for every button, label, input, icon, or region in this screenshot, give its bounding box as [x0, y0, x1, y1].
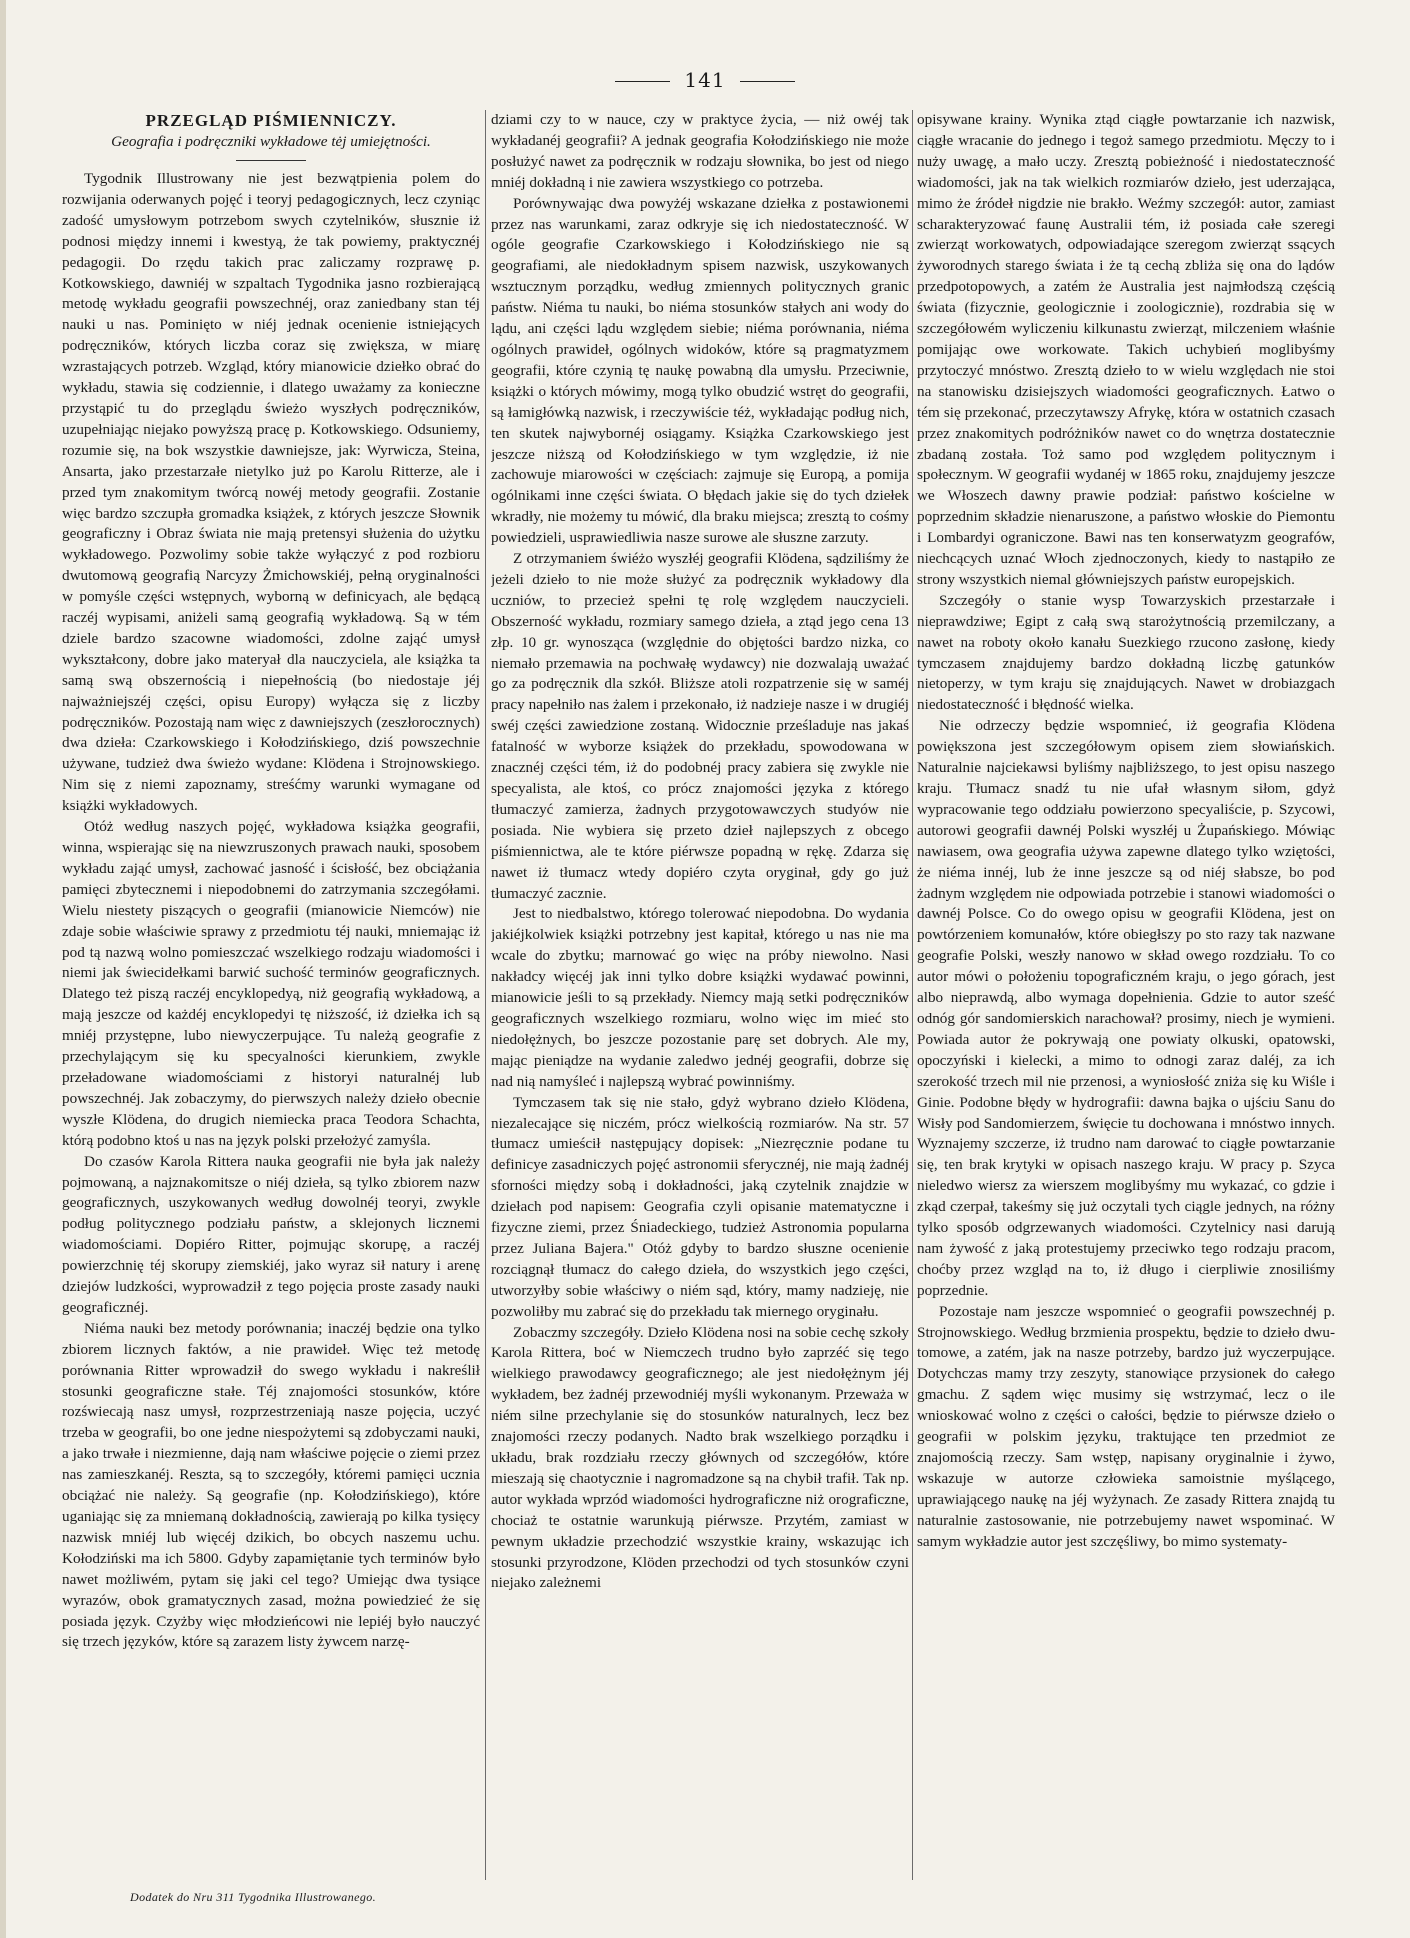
paragraph: Niéma nauki bez metody porównania; inaczéj będzie ona tylko zbiorem licznych faktów, a nie prawideł. Więc też metodę porównania Ritter wprowadził do swego wykładu i nakreślił stosunki geograficzne stałe. Téj znajomości stosunków, które rozświecają nasz umysł, rozprzestrzeniają nasze pojęcia, uczyć trzeba w geografii, bo one jedne niespożytemi są zdobyczami nauki, a jako trwałe i niezmienne, dają nam właściwe pojęcie o ziemi przez nas zamieszkanéj. Reszta, są to szczegóły, któremi pamięci ucznia obciążać nie należy. Są geografie (np. Kołodzińskiego), które uganiając się za mniemaną dokładnością, zawierają po kilka tysięcy nazwisk mniéj lub więcéj dzikich, bo obcych naszemu uchu. Kołodziński ma ich 5800. Gdyby zapamiętanie tych terminów było nawet możliwém, pytam się jaki cel tego? Umiejąc dwa tysiące wyrazów, obok gramatycznych zasad, można powiedzieć że się posiada język. Czyżby więc młodzieńcowi nie lepiéj było nauczyć się trzech języków, które są zarazem listy żywcem narzę- [62, 1319, 480, 1651]
column-separator [485, 110, 486, 1880]
page-number [0, 68, 1410, 92]
page-number-rule-right [740, 81, 795, 82]
column-right [917, 110, 1335, 1850]
column-left [62, 110, 480, 1850]
paragraph: opisywane krainy. Wynika ztąd ciągłe powtarzanie ich nazwisk, ciągłe wracanie do jednego i tegoż samego przedmiotu. Męczy to i nuży uwagę, a mało uczy. Zresztą pobieżność i niedostateczność wiadomości, jak na tak wielkich rozmiarów dzieło, jest uderzająca, mimo że źródeł nigdzie nie brakło. Weźmy szczegół: autor, zamiast scharakteryzować faunę Australii tém, iż posiada całe szeregi zwierząt workowatych, odpowiadające szeregom zwierząt ssących żyworodnych starego świata i że tą cechą zbliża się ona do lądów przedpotopowych, a zatém że Australia jest najmłodszą częścią świata (fizycznie, geologicznie i zoologicznie), rozdrabia się w szczegółowém wyliczeniu kilkunastu zwierząt, milczeniem właśnie pomijając owe workowate. Takich uchybień moglibyśmy przytoczyć mnóstwo. Zresztą dzieło to w wielu względach nie stoi na stanowisku dzisiejszych wiadomości geograficznych. Łatwo o tém się przekonać, przeczytawszy Afrykę, która w ostatnich czasach przez znakomitych podróżników nawet co do wnętrza dostatecznie zbadaną została. Toż samo pod względem politycznym i społecznym. W geografii wydanéj w 1865 roku, znajdujemy jeszcze we Włoszech dawny prawie podział: państwo kościelne w poprzednim składzie nienaruszone, a państwo włoskie do Piemontu i Lombardyi ograniczone. Bawi nas ten konserwatyzm geografów, niechcących uznać Włoch zjednoczonych, kiedy to nastąpiło ze strony wszystkich niemal główniejszych państw europejskich. [917, 111, 1335, 588]
paragraph: Do czasów Karola Rittera nauka geografii nie była jak należy pojmowaną, a najznakomitsze o niéj dzieła, są tylko zbiorem nazw geograficznych, uszykowanych według dowolnéj teoryi, zwykle podług politycznego podziału państw, a sklejonych licznemi wiadomościami. Dopiéro Ritter, pojmując skorupę, a raczéj powierzchnię téj skorupy ziemskiéj, jako wyraz sił natury i arenę dziejów ludzkości, wyprowadził z tego pojęcia proste zasady nauki geograficznéj. [62, 1152, 480, 1316]
paragraph: Zobaczmy szczegóły. Dzieło Klödena nosi na sobie cechę szkoły Karola Rittera, boć w Niemczech trudno było zaprzéć się tego wielkiego prawodawcy geograficznego; ale jest niedołężnym jéj wykładem, bez żadnéj przewodniéj myśli wykonanym. Przeważa w niém silne przechylanie się do stosunków naturalnych, lecz bez znajomości rzeczy podanych. Nadto brak wszelkiego porządku i układu, brak rozdziału rzeczy głównych od szczegółów, które mieszają się chaotycznie i nagromadzone są na chybił trafił. Tak np. autor wykłada wprzód wiadomości hydrograficzne niż orograficzne, chociaż te ostatnie warunkują piérwsze. Przytém, zamiast w pewnym układzie przechodzić wszystkie krainy, wskazując ich stosunki przyrodzone, Klöden przechodzi od tych stosunków czyni niejako zależnemi [491, 1323, 909, 1592]
column-separator [912, 110, 913, 1880]
paragraph: Tygodnik Illustrowany nie jest bezwątpienia polem do rozwijania oderwanych pojęć i teoryj pedagogicznych, lecz czyniąc zadość umysłowym potrzebom swych czytelników, słusznie iż podnosi między innemi i kwestyą, że tak powiemy, praktycznéj pedagogii. Do rzędu takich prac zaliczamy rozprawę p. Kotkowskiego, dawniéj w szpaltach Tygodnika jasno rozbierającą metodę wykładu geografii powszechnéj, oraz zaniedbany stan téj nauki u nas. Pominięto w niéj jednak ocenienie istniejących podręczników, których liczba coraz się zwiększa, w miarę wzrastających potrzeb. Wzgląd, który mianowicie dziełko obrać do wykładu, stawia się codziennie, i dlatego uważamy za konieczne przystąpić tu do przeglądu świeżo wyszłych podręczników, uzupełniając niejako powyższą pracę p. Kotkowskiego. Odsuniemy, rozumie się, na bok wszystkie dawniejsze, jak: Wyrwicza, Steina, Ansarta, jako przestarzałe nietylko już po Karolu Ritterze, ale i przed tym znakomitym twórcą nowéj metody geografii. Zostanie więc bardzo szczupła gromadka książek, z których jeszcze Słownik geograficzny i Obraz świata nie mają pretensyi służenia do użytku wykładowego. Pozwolimy sobie także wyłączyć z pod rozbioru dwutomową geografią Narcyzy Żmichowskiéj, pełną oryginalności w pomyśle części wstępnych, wyborną w definicyach, ale będącą raczéj wypisami, aniżeli samą geografią wykładową. Są w tém dziele bardzo szacowne wiadomości, zdolne zająć umysł wykształcony, dobre jako materyał dla nauczyciela, ale książka ta samą swą obszernością i niepełnością (bo niedostaje jéj najważniejszéj części, opisu Europy) wyłącza się z liczby podręczników. Pozostają nam więc z dawniejszych (zeszłorocznych) dwa dzieła: Czarkowskiego i Kołodzińskiego, dziś powszechnie używane, tudzież dwa świeżo wydane: Klödena i Strojnowskiego. Nim się z niemi zapoznamy, streśćmy warunki wymagane od książki wykładowych. [62, 170, 480, 815]
paragraph: dziami czy to w nauce, czy w praktyce życia, — niż owéj tak wykładanéj geografii? A jednak geografia Kołodzińskiego nie może posłużyć nawet za podręcznik w rodzaju słownika, bo jest od niego mniéj dokładną i nie zawiera wszystkiego co potrzeba. [491, 111, 909, 191]
paragraph: Tymczasem tak się nie stało, gdyż wybrano dzieło Klödena, niezalecające się niczém, prócz wielkością rozmiarów. Na str. 57 tłumacz umieścił następujący dopisek: „Niezręcznie podane tu definicye zasadniczych pojęć astronomii sferycznéj, nie mają żadnéj sforności między sobą i dokładności, jaką czytelnik znajdzie w dziełach pod napisem: Geografia czyli opisanie matematyczne i fizyczne ziemi, przez Śniadeckiego, tudzież Astronomia popularna przez Juliana Bajera." Otóż gdyby to bardzo słuszne ocenienie rozciągnął tłumacz do całego dzieła, do wszystkich jego części, utworzyłby sobie właściwy o niém sąd, który, mamy nadzieję, nie pozwoliłby mu zabrać się do przekładu tak miernego oryginału. [491, 1093, 909, 1320]
section-subtitle: Geografia i podręczniki wykładowe tėj umiejętności. [111, 133, 431, 150]
paragraph: Nie odrzeczy będzie wspomnieć, iż geografia Klödena powiększona jest szczegółowym opisem ziem słowiańskich. Naturalnie najciekawsi byliśmy najbliższego, to jest opisu naszego kraju. Tłumacz snadź tu nie ufał własnym siłom, gdyż wypracowanie tego oddziału powierzono specyaliście, p. Szycowi, autorowi geografii dawnéj Polski wyszłéj u Żupańskiego. Mówiąc nawiasem, owa geografia używa zapewne dlatego tylko wziętości, że niéma innéj, lub że inne jeszcze są od niéj słabsze, bo pod żadnym względem nie odpowiada potrzebie i stanowi wiadomości o dawnéj Polsce. Co do owego opisu w geografii Klödena, jest on powtórzeniem komunałów, które obiegłszy po sto razy tak nazwane geografie Polski, weszły nanowo w skład owego rozdziału. To co autor mówi o położeniu topograficzném kraju, o jego górach, jest albo nieprawdą, albo wymaga dopełnienia. Gdzie to autor sześć odnóg gór sandomierskich narachował? prosimy, niech je wymieni. Powiada autor że pokrywają one powiaty olkuski, opatowski, opoczyński i kielecki, a mimo to odnogi zaraz daléj, za ich szerokość trzech mil nie przenosi, a wyniosłość zniża się ku Wiśle i Ginie. Podobne błędy w hydrografii: dawna bajka o ujściu Sanu do Wisły pod Sandomierzem, święcie tu dochowana i mnóstwo innych. Wyznajemy szczerze, iż trudno nam darować to ciągłe powtarzanie się, ten brak krytyki w opisach naszego kraju. W pracy p. Szyca nieledwo wiersz za wierszem moglibyśmy mu wykazać, co gdzie i zkąd czerpał, takeśmy się już oczytali tych ciągle jednych, na różny tylko sposób odgrzewanych wiadomości. Czytelnicy nasi darują nam żywość z jaką protestujemy przeciwko tego rodzaju pracom, choćby przez wzgląd na to, iż długo i cierpliwie znosiliśmy poprzednie. [917, 717, 1335, 1299]
page-number-text: 141 [684, 68, 726, 92]
paragraph: Jest to niedbalstwo, którego tolerować niepodobna. Do wydania jakiéjkolwiek książki potrzebny jest kapitał, którego u nas nie ma wcale do zbytku; marnować go więc na próby niewolno. Nasi nakładcy więcéj jak inni tylko dobre książki wydawać powinni, mianowicie jeśli to są przekłady. Niemcy mają setki podręczników geograficznych wszelkiego rozmiaru, wolno więc im mieć sto niedołężnych, bo jeszcze pozostanie parę set dobrych. Ale my, mając pieniądze na wydanie zaledwo jednéj geografii, dobrze się nad nią namyśleć i najlepszą wybrać powinniśmy. [491, 905, 909, 1090]
section-title: PRZEGLĄD PIŚMIENNICZY. [145, 111, 397, 130]
column-middle [491, 110, 909, 1850]
binding-edge [0, 0, 6, 1938]
paragraph: Szczegóły o stanie wysp Towarzyskich przestarzałe i nieprawdziwe; Egipt z całą swą starożytnością przemilczany, a nawet na roboty około kanału Suezkiego rzucono zasłonę, kiedy tymczasem znajdujemy bardzo dokładną liczbę gatunków nietoperzy, w tym kraju się znajdujących. Nawet w drobiazgach niedostateczność i błędność wielka. [917, 591, 1335, 714]
page-number-rule-left [615, 81, 670, 82]
title-divider [236, 160, 306, 161]
footer-note: Dodatek do Nru 311 Tygodnika Illustrowanego. [130, 1890, 377, 1904]
paragraph: Pozostaje nam jeszcze wspomnieć o geografii powszechnéj p. Strojnowskiego. Według brzmienia prospektu, będzie to dzieło dwu-tomowe, a zatém, jak na nasze potrzeby, bardzo już wyczerpujące. Dotychczas mamy trzy zeszyty, stanowiące przysionek do całego gmachu. Z sądem więc musimy się wstrzymać, lecz o ile wnioskować wolno z części o całości, będzie to piérwsze dzieło o geografii w polskim języku, traktujące ten przedmiot ze znajomością rzeczy. Sam wstęp, napisany oryginalnie i żywo, wskazuje w autorze człowieka samoistnie myślącego, uprawiającego naukę na jéj wyżynach. Ze zasady Rittera znajdą tu naturalnie zastosowanie, nie potrzebujemy nawet wspominać. W samym wykładzie autor jest szczęśliwy, bo mimo systematy- [917, 1302, 1335, 1550]
paragraph: Z otrzymaniem świéżo wyszłéj geografii Klödena, sądziliśmy że jeżeli dzieło to nie może służyć za podręcznik wykładowy dla uczniów, to przecież spełni tę rolę względem nauczycieli. Obszerność wykładu, rozmiary samego dzieła, a ztąd jego cena 13 złp. 10 gr. wynosząca (względnie do objętości bardzo nizka, co niemało przemawia na pochwałę wydawcy) nie dozwalają uważać go za podręcznik dla szkół. Bliższe atoli rozpatrzenie się w saméj pracy napełniło nas żalem i przekonało, iż nadzieje nasze i w drugiéj swéj części zawiedzione zostaną. Widocznie prześladuje nas jakaś fatalność w wyborze książek do przekładu, spowodowana w znacznéj części tém, iż do podobnéj pracy zabiera się zwykle nie specyalista, ale ktoś, co prócz znajomości języka z którego tłumaczyć zamierza, żadnych przygotowawczych studyów nie posiada. Nie wybiera się przeto dzieł najlepszych z obcego piśmiennictwa, ale te które piérwsze popadną w rękę. Zdarza się nawet iż tłumacz wtedy dopiéro czyta oryginał, gdy go już tłumaczyć zacznie. [491, 550, 909, 902]
paragraph: Otóż według naszych pojęć, wykładowa książka geografii, winna, wspierając się na niewzruszonych prawach nauki, sposobem wykładu zająć umysł, zachować jasność i ścisłość, bez obciążania pamięci zbytecznemi i niepodobnemi do zatrzymania szczegółami. Wielu niestety piszących o geografii (mianowicie Niemców) nie zdaje sobie właściwie sprawy z przedmiotu téj nauki, mniemając iż pod tą nazwą wolno pomieszczać wszelkiego rodzaju wiadomości i niemi jak świecidełkami barwić suchość terminów geograficznych. Dlatego też piszą raczéj encyklopedyą, niż geografią wykładową, a mają jeszcze od każdéj encyklopedyi tę niższość, iż dziełka ich są mniéj przystępne, lubo niewyczerpujące. Tu należą geografie z przechylającym się ku specyalności kierunkiem, zwykle przeładowane wiadomościami z historyi naturalnéj lub powszechnéj. Jak zobaczymy, do pierwszych należy dzieło obecnie wyszłe Klödena, do drugich niemiecka praca Teodora Schachta, którą podobno ktoś u nas na język polski przełożyć zamyśla. [62, 818, 480, 1149]
paragraph: Porównywając dwa powyżéj wskazane dziełka z postawionemi przez nas warunkami, zaraz odkryje się ich niedostateczność. W ogóle geografie Czarkowskiego i Kołodzińskiego nie są geografiami, ale niedokładnym spisem nazwisk, uszykowanych wsztucznym porządku, według zmiennych politycznych granic państw. Niéma tu nauki, bo niéma stosunków stałych ani wody do lądu, ani części lądu względem siebie; niéma porównania, niéma ogólnych prawideł, ogólnych widoków, które są pragmatyzmem geografii, które czynią tę naukę powabną dla umysłu. Przeciwnie, książki o których mówimy, mogą tylko obudzić wstręt do geografii, są łamigłówką nazwisk, i rzeczywiście téż, wykładając podług nich, ten skutek najwybornéj osiągamy. Książka Czarkowskiego jest jeszcze niższą od Kołodzińskiego w tym względzie, iż nie zachowuje miarowości w częściach: zajmuje się Europą, a pomija ogólnikami inne części świata. O błędach jakie się do tych dziełek wkradły, nie możemy tu mówić, dla braku miejsca; zresztą to cośmy powiedzieli, usprawiedliwia nasze surowe ale słuszne zarzuty. [491, 194, 909, 547]
